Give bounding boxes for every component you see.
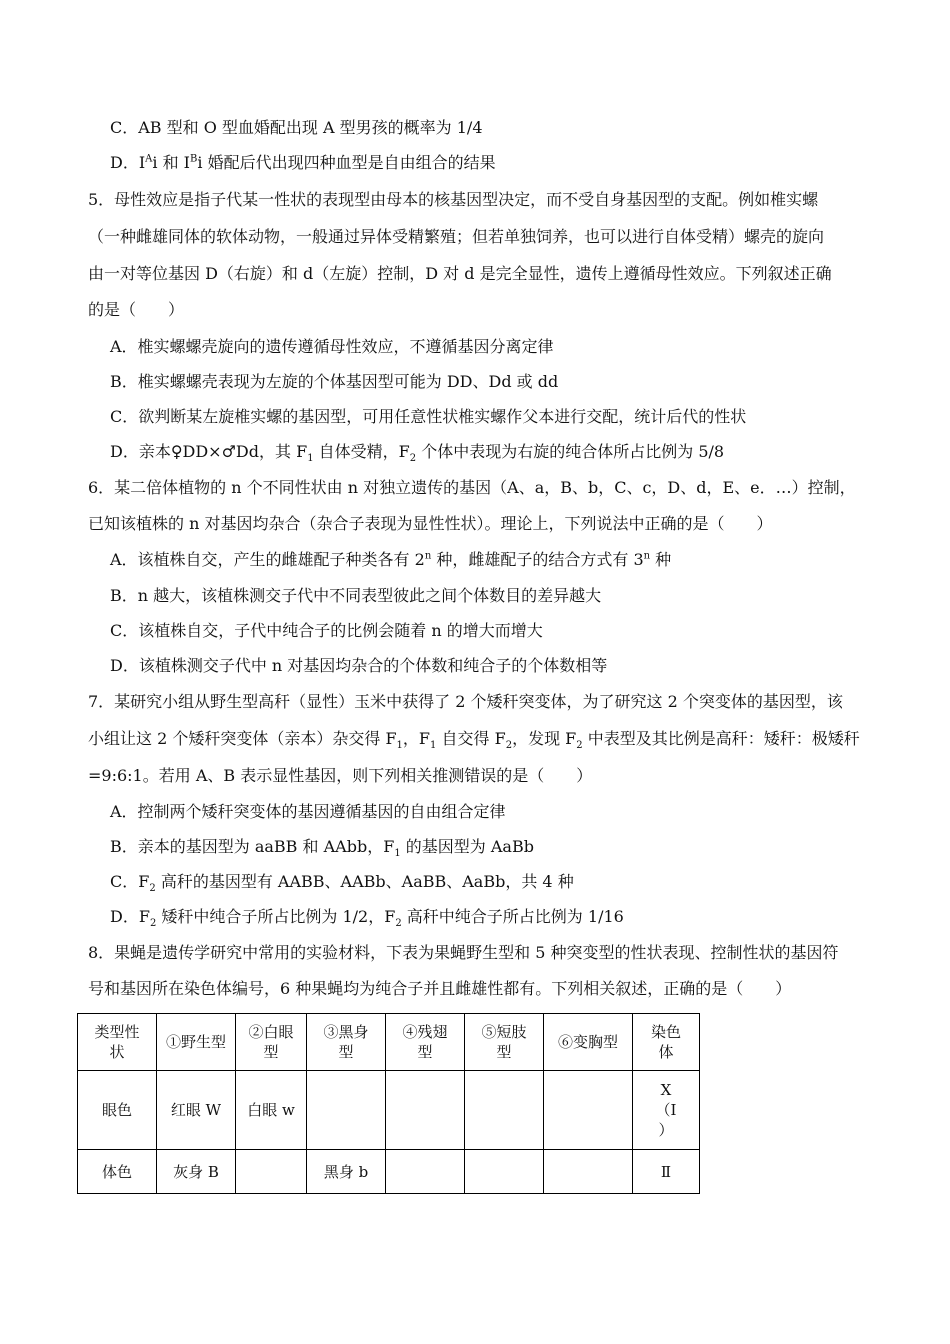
- q6-option-c: C．该植株自交，子代中纯合子的比例会随着 n 的增大而增大: [110, 621, 543, 640]
- q5-option-c: C．欲判断某左旋椎实螺的基因型，可用任意性状椎实螺作父本进行交配，统计后代的性状: [110, 407, 747, 426]
- q6-stem-line-1: 6．某二倍体植物的 n 个不同性状由 n 对独立遗传的基因（A、a，B、b，C、c，D、d，E、e．…）控制，: [88, 478, 856, 497]
- cell-short-limb: [465, 1071, 544, 1150]
- q7-option-a: A．控制两个矮秆突变体的基因遵循基因的自由组合定律: [110, 802, 506, 821]
- cell-trait: 眼色: [78, 1071, 157, 1150]
- header-cell-black-body: ③黑身 型: [307, 1014, 386, 1071]
- cell-white-eye: 白眼 w: [236, 1071, 307, 1150]
- cell-wild: 红眼 W: [157, 1071, 236, 1150]
- q4-option-d: D．$I^Ai$ 和 $I^Bi$ 婚配后代出现四种血型是自由组合的结果: [110, 153, 496, 172]
- q5-stem-line-3: 由一对等位基因 D（右旋）和 d（左旋）控制，D 对 d 是完全显性，遗传上遵循母性效应。下列叙述正确: [88, 264, 832, 283]
- q8-stem-line-2: 号和基因所在染色体编号，6 种果蝇均为纯合子并且雌雄性都有。下列相关叙述，正确的是（ ）: [88, 979, 792, 998]
- cell-thorax: [544, 1150, 633, 1194]
- trait-table: [77, 1013, 700, 1194]
- q4-option-c: C．AB 型和 O 型血婚配出现 A 型男孩的概率为 1/4: [110, 118, 483, 137]
- q5-option-d: D．亲本♀DD×♂Dd，其 $F_1$ 自体受精，$F_2$ 个体中表现为右旋的纯合体所占比例为 5/8: [110, 442, 725, 465]
- cell-white-eye: [236, 1150, 307, 1194]
- q6-option-d: D．该植株测交子代中 n 对基因均杂合的个体数和纯合子的个体数相等: [110, 656, 608, 675]
- q7-option-d: D．$F_2$ 矮秆中纯合子所占比例为 1/2，$F_2$ 高秆中纯合子所占比例为 1/16: [110, 907, 624, 930]
- cell-black-body: 黑身 b: [307, 1150, 386, 1194]
- q6-option-b: B．n 越大，该植株测交子代中不同表型彼此之间个体数目的差异越大: [110, 586, 602, 605]
- header-cell-thorax: ⑥变胸型: [544, 1014, 633, 1071]
- table-row: [78, 1071, 700, 1150]
- q7-stem-line-1: 7．某研究小组从野生型高秆（显性）玉米中获得了 2 个矮秆突变体，为了研究这 2 个突变体的基因型，该: [88, 692, 843, 711]
- cell-vestigial: [386, 1150, 465, 1194]
- q7-stem-line-3: =9:6:1。若用 A、B 表示显性基因，则下列相关推测错误的是（ ）: [88, 766, 593, 785]
- header-cell-wild: ①野生型: [157, 1014, 236, 1071]
- q5-option-b: B．椎实螺螺壳表现为左旋的个体基因型可能为 DD、Dd 或 dd: [110, 372, 559, 391]
- q7-stem-line-2: 小组让这 2 个矮秆突变体（亲本）杂交得 $F_1$，$F_1$ 自交得 $F_2$，发现 $F_2$ 中表型及其比例是高秆：矮秆：极矮秆: [88, 729, 860, 752]
- table-row: [78, 1150, 700, 1194]
- cell-vestigial: [386, 1071, 465, 1150]
- header-cell-vestigial: ④残翅 型: [386, 1014, 465, 1071]
- cell-wild: 灰身 B: [157, 1150, 236, 1194]
- q5-stem-line-4: 的是（ ）: [88, 300, 185, 319]
- header-cell-short-limb: ⑤短肢 型: [465, 1014, 544, 1071]
- q6-option-a: A．该植株自交，产生的雌雄配子种类各有 2$^n$ 种，雌雄配子的结合方式有 3$^n$ 种: [110, 550, 672, 569]
- cell-trait: 体色: [78, 1150, 157, 1194]
- cell-black-body: [307, 1071, 386, 1150]
- q5-stem-line-1: 5．母性效应是指子代某一性状的表现型由母本的核基因型决定，而不受自身基因型的支配。例如椎实螺: [88, 190, 819, 209]
- table-header-row: [78, 1014, 700, 1071]
- q6-stem-line-2: 已知该植株的 n 对基因均杂合（杂合子表现为显性性状）。理论上，下列说法中正确的是（ ）: [88, 514, 773, 533]
- header-cell-white-eye: ②白眼 型: [236, 1014, 307, 1071]
- q8-stem-line-1: 8．果蝇是遗传学研究中常用的实验材料，下表为果蝇野生型和 5 种突变型的性状表现、控制性状的基因符: [88, 943, 839, 962]
- q5-stem-line-2: （一种雌雄同体的软体动物，一般通过异体受精繁殖；但若单独饲养，也可以进行自体受精）螺壳的旋向: [88, 227, 825, 246]
- header-cell-trait: 类型性 状: [78, 1014, 157, 1071]
- cell-short-limb: [465, 1150, 544, 1194]
- cell-chromosome: Ⅱ: [633, 1150, 700, 1194]
- q7-option-c: C．$F_2$ 高秆的基因型有 AABB、AABb、AaBB、AaBb，共 4 种: [110, 872, 574, 895]
- header-cell-chromosome: 染色 体: [633, 1014, 700, 1071]
- q7-option-b: B．亲本的基因型为 aaBB 和 AAbb，$F_1$ 的基因型为 AaBb: [110, 837, 534, 860]
- cell-thorax: [544, 1071, 633, 1150]
- q5-option-a: A．椎实螺螺壳旋向的遗传遵循母性效应，不遵循基因分离定律: [110, 337, 554, 356]
- cell-chromosome: X （Ⅰ ）: [633, 1071, 700, 1150]
